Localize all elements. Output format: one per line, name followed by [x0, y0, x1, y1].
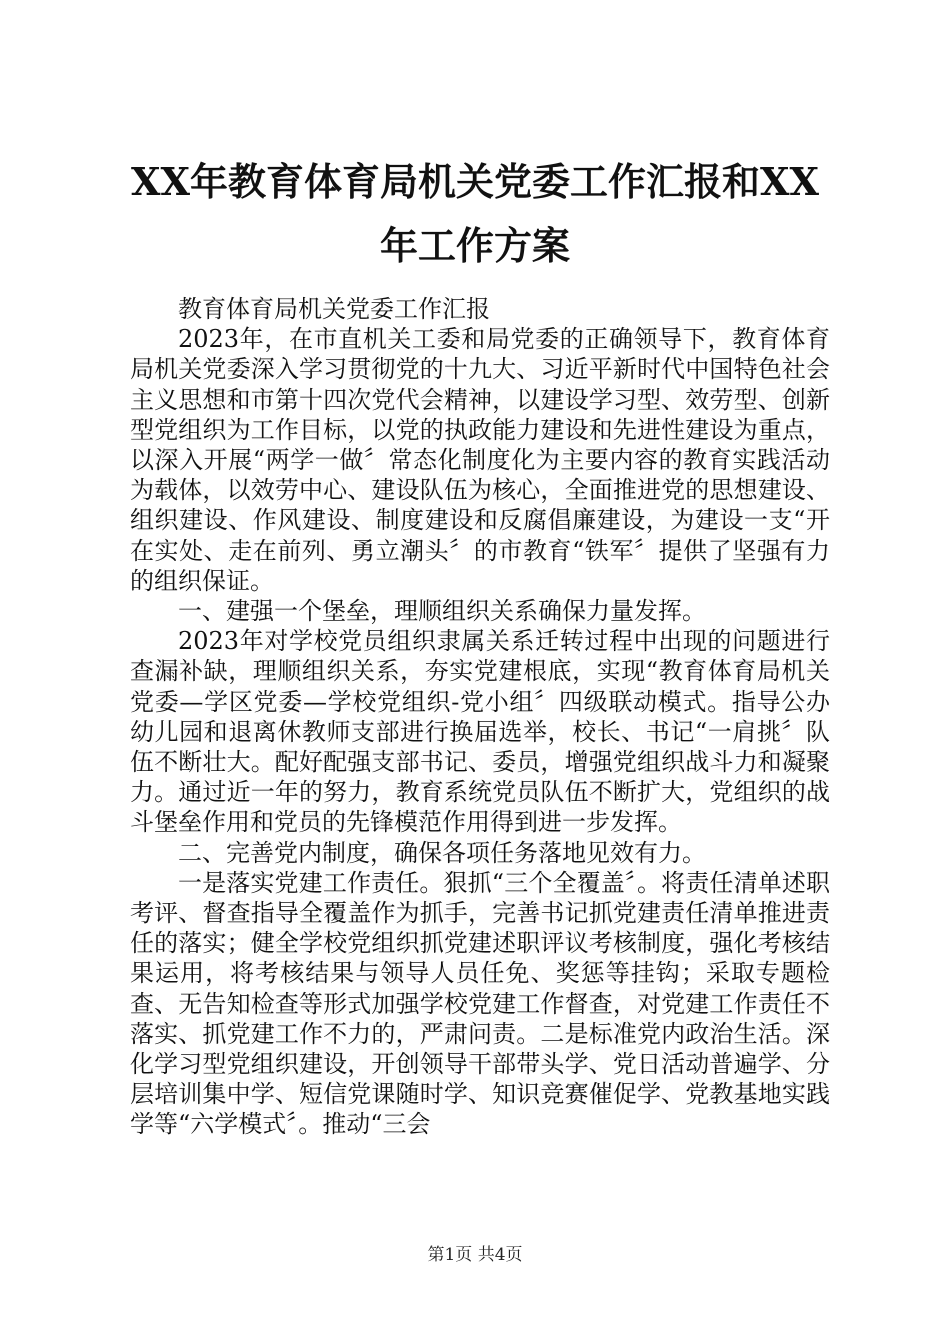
body-paragraph: 一是落实党建工作责任。狠抓“三个全覆盖〞。将责任清单述职考评、督查指导全覆盖作为抓手，完善书记抓党建责任清单推进责任的落实；健全学校党组织抓党建述职评议考核制度，强化考核结果运用，将考核结果与领导人员任免、奖惩等挂钩；采取专题检查、无告知检查等形式加强学校党建工作督查，对党建工作责任不落实、抓党建工作不力的，严肃问责。二是标准党内政治生活。深化学习型党组织建设，开创领导干部带头学、党日活动普遍学、分层培训集中学、短信党课随时学、知识竞赛催促学、党教基地实践学等“六学模式〞。推动“三会: [130, 868, 830, 1139]
section-subtitle: 教育体育局机关党委工作汇报: [178, 295, 490, 323]
body-paragraph: 2023年，在市直机关工委和局党委的正确领导下，教育体育局机关党委深入学习贯彻党的十九大、习近平新时代中国特色社会主义思想和市第十四次党代会精神，以建设学习型、效劳型、创新型党组织为工作目标，以党的执政能力建设和先进性建设为重点，以深入开展“两学一做〞常态化制度化为主要内容的教育实践活动为载体，以效劳中心、建设队伍为核心，全面推进党的思想建设、组织建设、作风建设、制度建设和反腐倡廉建设，为建设一支“开在实处、走在前列、勇立潮头〞的市教育“铁军〞提供了坚强有力的组织保证。: [130, 325, 830, 595]
section-heading: 二、完善党内制度，确保各项任务落地见效有力。: [178, 838, 706, 867]
document-title: XX年教育体育局机关党委工作汇报和XX年工作方案: [131, 159, 819, 268]
document-body: [130, 294, 830, 1140]
page-footer: 第1页 共4页: [427, 1245, 523, 1265]
section-heading: 一、建强一个堡垒，理顺组织关系确保力量发挥。: [178, 597, 706, 626]
body-paragraph: 2023年对学校党员组织隶属关系迁转过程中出现的问题进行查漏补缺，理顺组织关系，夯实党建根底，实现“教育体育局机关党委—学区党委—学校党组织-党小组〞四级联动模式。指导公办幼儿园和退离休教师支部进行换届选举，校长、书记“一肩挑〞队伍不断壮大。配好配强支部书记、委员，增强党组织战斗力和凝聚力。通过近一年的努力，教育系统党员队伍不断扩大，党组织的战斗堡垒作用和党员的先锋模范作用得到进一步发挥。: [130, 627, 830, 837]
